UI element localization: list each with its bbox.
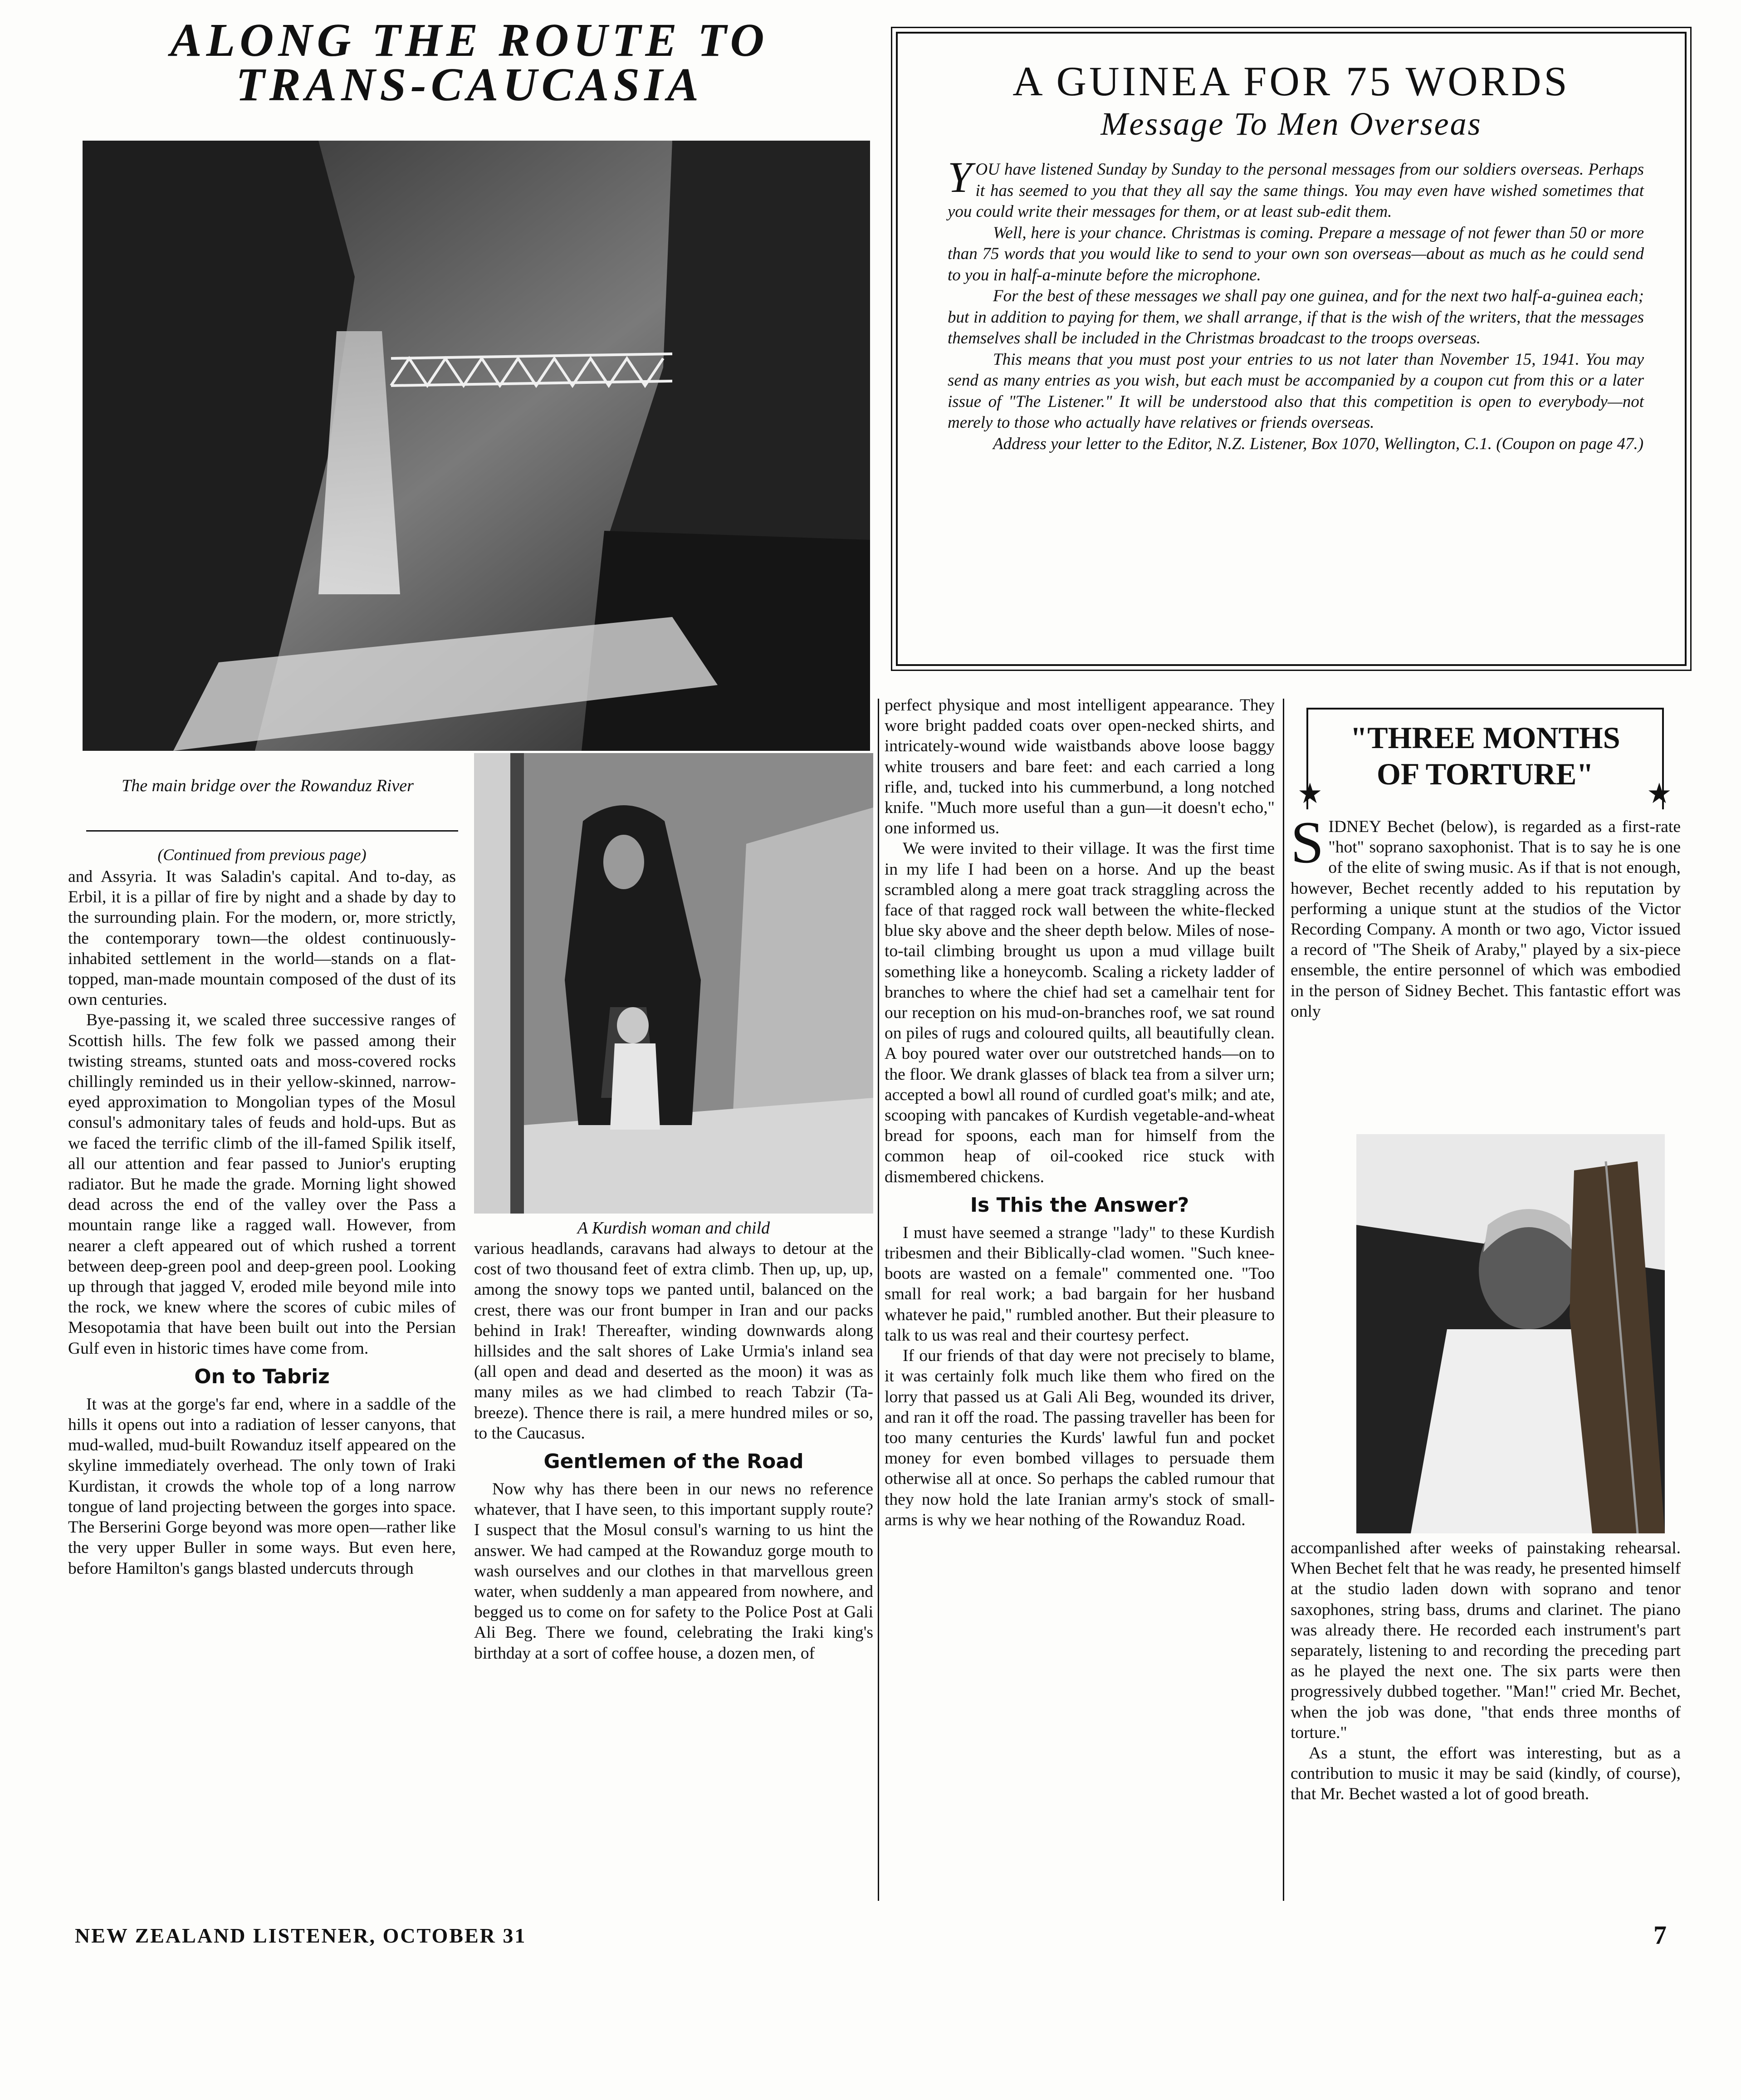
kurdish-woman-photo — [474, 753, 873, 1214]
headline-line2: TRANS-CAUCASIA — [235, 59, 704, 111]
woman-caption: A Kurdish woman and child — [577, 1219, 770, 1238]
column-3 — [885, 695, 1275, 1530]
column-4-bottom — [1291, 1538, 1681, 1805]
torture-title-box — [1306, 708, 1664, 809]
torture-paragraph: As a stunt, the effort was interesting, but as a contribution to music it may be said (kindly, of course), that Mr. Bechet wasted a lot of good breath. — [1291, 1744, 1681, 1804]
headline-line1: ALONG THE ROUTE TO — [170, 14, 769, 66]
torture-paragraph: accompanlished after weeks of painstaking rehearsal. When Bechet felt that he was ready, he presented himself at the studio laden down with soprano and tenor saxophones, string bass, drums and clarinet. The piano was already there. He recorded each instrument's part separately, listening to and recording the preceding part as he played the next one. The six parts were then progressively dubbed together. "Man!" cried Mr. Bechet, when the job was done, "that ends three months of torture." — [1291, 1539, 1681, 1742]
torture-paragraph: IDNEY Bechet (below), is regarded as a first-rate "hot" soprano saxophonist. That is to say he is one of the elite of swing music. As if that is not enough, however, Bechet recently added to his reputation by performing a unique stunt at the studios of the Victor Recording Company. A month or two ago, Victor issued a record of "The Sheik of Araby," played by a six-piece ensemble, the entire personnel of which was embodied in the person of Sidney Bechet. This fantastic effort was only — [1291, 817, 1681, 1021]
guinea-title: A GUINEA FOR 75 WORDS — [1012, 58, 1570, 104]
subheading-gentlemen-of-the-road: Gentlemen of the Road — [543, 1450, 804, 1473]
drop-cap-s: S — [1291, 809, 1324, 876]
guinea-paragraph: For the best of these messages we shall pay one guinea, and for the next two half-a-guinea each; but in addition to paying for them, we shall arrange, if that is the wish of the writers, that the messages themselves shall be included in the Christmas broadcast to the troops overseas. — [948, 287, 1644, 348]
subheading-is-this-the-answer: Is This the Answer? — [970, 1193, 1189, 1217]
bridge-photo — [83, 141, 870, 751]
page-number: 7 — [1653, 1920, 1668, 1950]
guinea-paragraph: This means that you must post your entries to us not later than November 15, 1941. You may send as many entries as you wish, but each must be accompanied by a coupon cut from this or a later issue of "The Listener." It will be understood also that this competition is open to everybody—not merely to those who actually have relatives or friends overseas. — [948, 350, 1644, 432]
col1-paragraph: and Assyria. It was Saladin's capital. And to-day, as Erbil, it is a pillar of fire by night and a shade by day to the surrounding plain. For the modern, or, more strictly, the contemporary town—the oldest continuously-inhabited settlement in the world—stands on a flat-topped, man-made mountain composed of the dust of its own centuries. — [68, 867, 456, 1009]
col2-paragraph: Now why has there been in our news no reference whatever, that I have seen, to this important supply route? I suspect that the Mosul consul's warning to us hint the answer. We had camped at the Rowanduz gorge mouth to wash ourselves and our clothes in that marvellous green water, when suddenly a man appeared from nowhere, and begged us to come on for safety to the Police Post at Gali Ali Beg. There we found, celebrating the Iraki king's birthday at a sort of coffee house, a dozen men, of — [474, 1480, 873, 1663]
col3-paragraph: perfect physique and most intelligent appearance. They wore bright padded coats over open-necked shirts, and intricately-wound wide waistbands above loose baggy white trousers and bare feet: and each carried a long rifle, and, tucked into his cummerbund, a long notched knife. "Much more useful than a gun—it doesn't echo," one informed us. — [885, 696, 1275, 838]
guinea-body — [948, 153, 1644, 455]
col3-paragraph: I must have seemed a strange "lady" to these Kurdish tribesmen and their Biblically-clad women. "Such knee-boots are wasted on a female" commented one. "Too small for real work; a bad bargain for her husband whatever he paid," rumbled another. But their pleasure to talk to us was real and their courtesy perfect. — [885, 1223, 1275, 1345]
col3-paragraph: We were invited to their village. It was the first time in my life I had been on a horse. And up the beast scrambled along a mere goat track straggling across the face of that ragged rock wall between the white-flecked blue sky above and the sheer depth below. Miles of nose-to-tail climbing brought us upon a mud village built something like a honeycomb. Scaling a rickety ladder of branches to where the chief had set a camelhair tent for our reception on his mud-on-branches roof, we sat round on piles of rugs and coloured quilts, all beautifully clean. A boy poured water over our outstretched hands—on to the floor. We drank glasses of black tea from a silver urn; accepted a bowl all round of curdled goat's milk; and ate, scooping with pancakes of Kurdish vegetable-and-wheat bread for spoons, each man for himself from the common heap of oil-cooked rice stuck with dismembered chickens. — [885, 839, 1275, 1186]
column-1 — [68, 845, 456, 1579]
col1-paragraph: Bye-passing it, we scaled three successive ranges of Scottish hills. The few folk we passed among their twisting streams, stunted oats and moss-covered rocks chillingly reminded us in their yellow-skinned, narrow-eyed approximation to Mongolian types of the Mosul consul's admonitary tales of feuds and hold-ups. But as we faced the terrific climb of the ill-famed Spilik itself, all our attention and fear passed to Junior's erupting radiator. But he made the grade. Morning light showed dead across the end of the valley over the Pass a mountain range like a ragged wall. However, from nearer a cleft appeared out of which rushed a torrent between deep-green pool and deep-green pool. Looking up through that jagged V, eroded mile beyond mile into the rock, we knew where the scores of cubic miles of Mesopotamia that have been built out into the Persian Gulf even in historic times have come from. — [68, 1011, 456, 1358]
footer-publication: NEW ZEALAND LISTENER, OCTOBER 31 — [75, 1924, 527, 1947]
torture-title-line2: OF TORTURE" — [1376, 757, 1594, 791]
guinea-paragraph: OU have listened Sunday by Sunday to the personal messages from our soldiers overseas. Perhaps it has seemed to you that they all say the same things. You may even have wished sometimes that you could write their messages for them, or at least sub-edit them. — [948, 160, 1644, 221]
column-2 — [474, 1238, 873, 1664]
headline — [68, 14, 871, 111]
guinea-competition-box — [896, 32, 1687, 666]
continued-note: (Continued from previous page) — [157, 846, 367, 864]
col3-paragraph: If our friends of that day were not precisely to blame, it was certainly folk much like them who fired on the lorry that passed us at Gali Ali Beg, wounded its driver, and ran it off the road. The passing traveller has been for too many centuries the Kurds' lawful fun and pocket money for even bombed villages to persuade them otherwise all at once. So perhaps the cabled rumour that they now hold the late Iranian army's stock of small-arms is why we hear nothing of the Rowanduz Road. — [885, 1346, 1275, 1529]
column-rule — [878, 699, 879, 1901]
bridge-caption: The main bridge over the Rowanduz River — [122, 776, 414, 795]
guinea-subtitle: Message To Men Overseas — [1100, 106, 1482, 142]
column-4-top — [1291, 809, 1681, 1022]
drop-cap-y: Y — [948, 153, 972, 201]
caption-rule — [86, 830, 458, 832]
subheading-on-to-tabriz: On to Tabriz — [194, 1365, 330, 1388]
guinea-paragraph: Address your letter to the Editor, N.Z. Listener, Box 1070, Wellington, C.1. (Coupon on page 47.) — [993, 434, 1644, 453]
column-rule — [1283, 699, 1284, 1901]
col1-paragraph: It was at the gorge's far end, where in a saddle of the hills it opens out into a radiation of lesser canyons, that mud-walled, mud-built Rowanduz itself appeared on the skyline immediately overhead. The only town of Iraki Kurdistan, it crowds the whole top of a long narrow tongue of land projecting between the gorges into space. The Berserini Gorge beyond was more open—rather like the very upper Buller in some ways. But even here, before Hamilton's gangs blasted undercuts through — [68, 1395, 456, 1578]
bechet-photo — [1356, 1134, 1665, 1533]
star-left-icon: ★ — [1297, 777, 1323, 810]
col2-paragraph: various headlands, caravans had always to detour at the cost of two thousand feet of extra climb. Then up, up, up, among the snowy tops we panted until, balanced on the crest, there was our front bumper in Iran and our packs behind in Irak! Thereafter, winding downwards along hillsides and the salt shores of Lake Urmia's inland sea (all open and dead and deserted as the moon) it was as many miles as we had climbed to reach Tabzir (Ta-breeze). Thence there is rail, a mere hundred miles or so, to the Caucasus. — [474, 1239, 873, 1443]
star-right-icon: ★ — [1647, 777, 1672, 810]
torture-title-line1: "THREE MONTHS — [1350, 720, 1620, 755]
guinea-paragraph: Well, here is your chance. Christmas is coming. Prepare a message of not fewer than 50 or more than 75 words that you would like to send to your own son overseas—about as much as he could send to you in half-a-minute before the microphone. — [948, 223, 1644, 284]
